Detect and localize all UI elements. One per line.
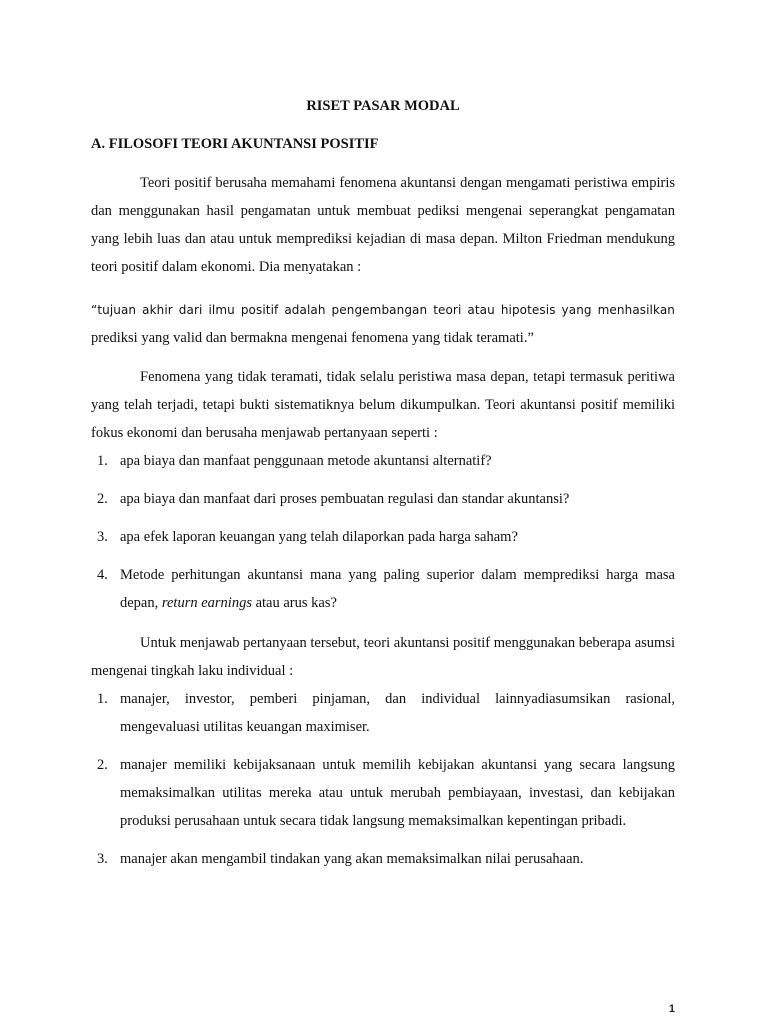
list-item <box>91 447 675 475</box>
document-body <box>91 92 675 873</box>
question-list <box>91 447 675 617</box>
list-text-after: atau arus kas? <box>251 595 337 611</box>
list-number: 2. <box>97 491 108 507</box>
list-text: apa biaya dan manfaat dari proses pembuatan regulasi dan standar akuntansi? <box>120 491 570 507</box>
list-text: manajer, investor, pemberi pinjaman, dan individual lainnyadiasumsikan rasional, mengevaluasi utilitas keuangan maximiser. <box>120 691 675 735</box>
paragraph-assumptions-intro: Untuk menjawab pertanyaan tersebut, teori akuntansi positif menggunakan beberapa asumsi mengenai tingkah laku individual : <box>91 635 675 679</box>
quote-block <box>91 296 675 352</box>
paragraph-unobserved: Fenomena yang tidak teramati, tidak selalu peristiwa masa depan, tetapi termasuk peritiwa yang telah terjadi, tetapi bukti sistematiknya belum dikumpulkan. Teori akuntansi positif memiliki fokus ekonomi dan berusaha menjawab pertanyaan seperti : <box>91 369 675 441</box>
list-text: apa efek laporan keuangan yang telah dilaporkan pada harga saham? <box>120 529 518 545</box>
list-item <box>91 685 675 741</box>
paragraph-intro: Teori positif berusaha memahami fenomena akuntansi dengan mengamati peristiwa empiris dan menggunakan hasil pengamatan untuk membuat pediksi mengenai seperangkat pengamatan yang lebih luas dan atau untuk memprediksi kejadian di masa depan. Milton Friedman mendukung teori positif dalam ekonomi. Dia menyatakan : <box>91 175 675 275</box>
quote-line-2: prediksi yang valid dan bermakna mengenai fenomena yang tidak teramati.” <box>91 330 534 346</box>
list-item <box>91 523 675 551</box>
list-number: 1. <box>97 453 108 469</box>
section-heading: A. FILOSOFI TEORI AKUNTANSI POSITIF <box>91 136 379 152</box>
list-item <box>91 561 675 617</box>
list-number: 1. <box>97 691 108 707</box>
list-text: apa biaya dan manfaat penggunaan metode akuntansi alternatif? <box>120 453 492 469</box>
page-number: 1 <box>668 1003 675 1015</box>
list-number: 3. <box>97 851 108 867</box>
list-text: manajer memiliki kebijaksanaan untuk memilih kebijakan akuntansi yang secara langsung memaksimalkan utilitas mereka atau untuk merubah pembiayaan, investasi, dan kebijakan produksi perusahaan untuk secara tidak langsung memaksimalkan kepentingan pribadi. <box>120 757 675 829</box>
list-text: manajer akan mengambil tindakan yang akan memaksimalkan nilai perusahaan. <box>120 851 584 867</box>
emphasis-return-earnings: return earnings <box>161 595 252 611</box>
quote-line-1: “tujuan akhir dari ilmu positif adalah pengembangan teori atau hipotesis yang menhasilkan <box>91 303 675 317</box>
list-item <box>91 845 675 873</box>
list-text <box>120 567 675 611</box>
list-number: 3. <box>97 529 108 545</box>
document-title: RISET PASAR MODAL <box>306 98 460 114</box>
list-text-before: Metode perhitungan akuntansi mana yang paling superior dalam memprediksi harga masa depan, <box>120 567 675 611</box>
list-item <box>91 751 675 835</box>
assumption-list <box>91 685 675 873</box>
list-number: 2. <box>97 757 108 773</box>
list-item <box>91 485 675 513</box>
list-number: 4. <box>97 567 108 583</box>
